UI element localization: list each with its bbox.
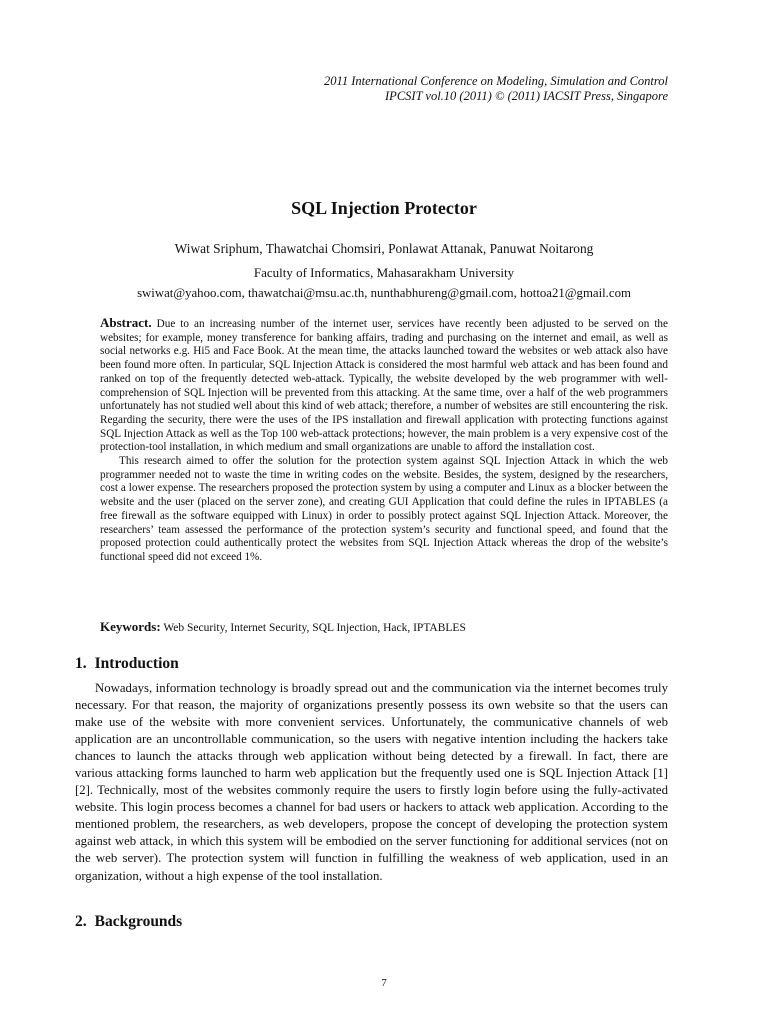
abstract-paragraph-2: This research aimed to offer the solution for the protection system against SQL Injection Attack in which the web programmer needed not to waste the time in writing codes on the website. Besides, the system, designed by the researchers, cost a lower expense. The researchers proposed the protection system by using a computer and Linux as a blocker between the website and the user (placed on the server zone), and creating GUI Application that could define the rules in IPTABLES (a free firewall as the software equipped with Linux) in order to possibly protect against SQL Injection Attack. Moreover, the researchers’ team assessed the performance of the protection system’s security and functional speed, and found that the proposed protection could authentically protect the websites from SQL Injection Attack whereas the drop of the website’s functional speed did not exceed 1%.: [100, 455, 668, 563]
keywords-text: Web Security, Internet Security, SQL Injection, Hack, IPTABLES: [163, 622, 466, 634]
abstract-label: Abstract.: [100, 315, 152, 330]
section-number: 1.: [75, 655, 87, 672]
author-emails: swiwat@yahoo.com, thawatchai@msu.ac.th, nunthabhureng@gmail.com, hottoa21@gmail.com: [137, 286, 631, 300]
conference-line: 2011 International Conference on Modeling, Simulation and Control: [324, 74, 668, 88]
section-title: Backgrounds: [94, 913, 183, 930]
abstract-paragraph-1: [100, 316, 668, 455]
keywords: [100, 619, 668, 636]
introduction-paragraph: Nowadays, information technology is broadly spread out and the communication via the internet becomes truly necessary. For that reason, the majority of organizations presently possess its own website so that the users can make use of the website with more convenient services. Unfortunately, the communicative channels of web application are an uncontrollable communication, so the users with negative intention including the hackers take chances to launch the attacks through web application without being detected by a firewall. In fact, there are various attacking forms launched to harm web application but the frequently used one is SQL Injection Attack [1] [2]. Technically, most of the websites commonly require the users to firstly login before using the fully-activated website. This login process becomes a channel for bad users or hackers to attack web application. According to the mentioned problem, the researchers, as web developers, propose the concept of developing the protection system against web attack, in which this system will be embodied on the server functioning for additional services (not on the web server). The protection system will function in fulfilling the weakness of web application, used in an organization, without a high expense of the tool installation.: [75, 681, 668, 883]
section-title: Introduction: [94, 655, 179, 672]
page-number: 7: [381, 977, 387, 989]
keywords-label: Keywords:: [100, 619, 161, 634]
publication-line: IPCSIT vol.10 (2011) © (2011) IACSIT Press, Singapore: [385, 89, 668, 103]
abstract: [100, 316, 668, 565]
running-head: [100, 74, 668, 104]
paper-title: SQL Injection Protector: [291, 198, 477, 218]
section-heading-introduction: [75, 654, 179, 674]
abstract-text-1: Due to an increasing number of the internet user, services have recently been adjusted to be served on the websites; for example, money transference for banking affairs, trading and purchasing on the internet and email, as well as social networks e.g. Hi5 and Face Book. At the mean time, the attacks launched toward the websites or web attack also have been found more often. In particular, SQL Injection Attack is considered the most harmful web attack and has been found and ranked on top of the frequently detected web-attack. Typically, the website developed by the web programmer with well-comprehension of SQL Injection will be prevented from this attacking. At the same time, over a half of the web programmers unfortunately has not studied well about this kind of web attack; therefore, a number of websites are still encountering the risk. Regarding the security, there were the uses of the IPS installation and firewall application with protecting functions against SQL Injection Attack as well as the Top 100 web-attack protections; however, the main problem is a very expensive cost of the protection-tool installation, in which medium and small organizations are unable to afford the installation cost.: [100, 318, 668, 454]
section-heading-backgrounds: [75, 912, 182, 932]
author-list: Wiwat Sriphum, Thawatchai Chomsiri, Ponlawat Attanak, Panuwat Noitarong: [174, 241, 594, 256]
affiliation: Faculty of Informatics, Mahasarakham University: [253, 265, 515, 280]
section-number: 2.: [75, 913, 87, 930]
